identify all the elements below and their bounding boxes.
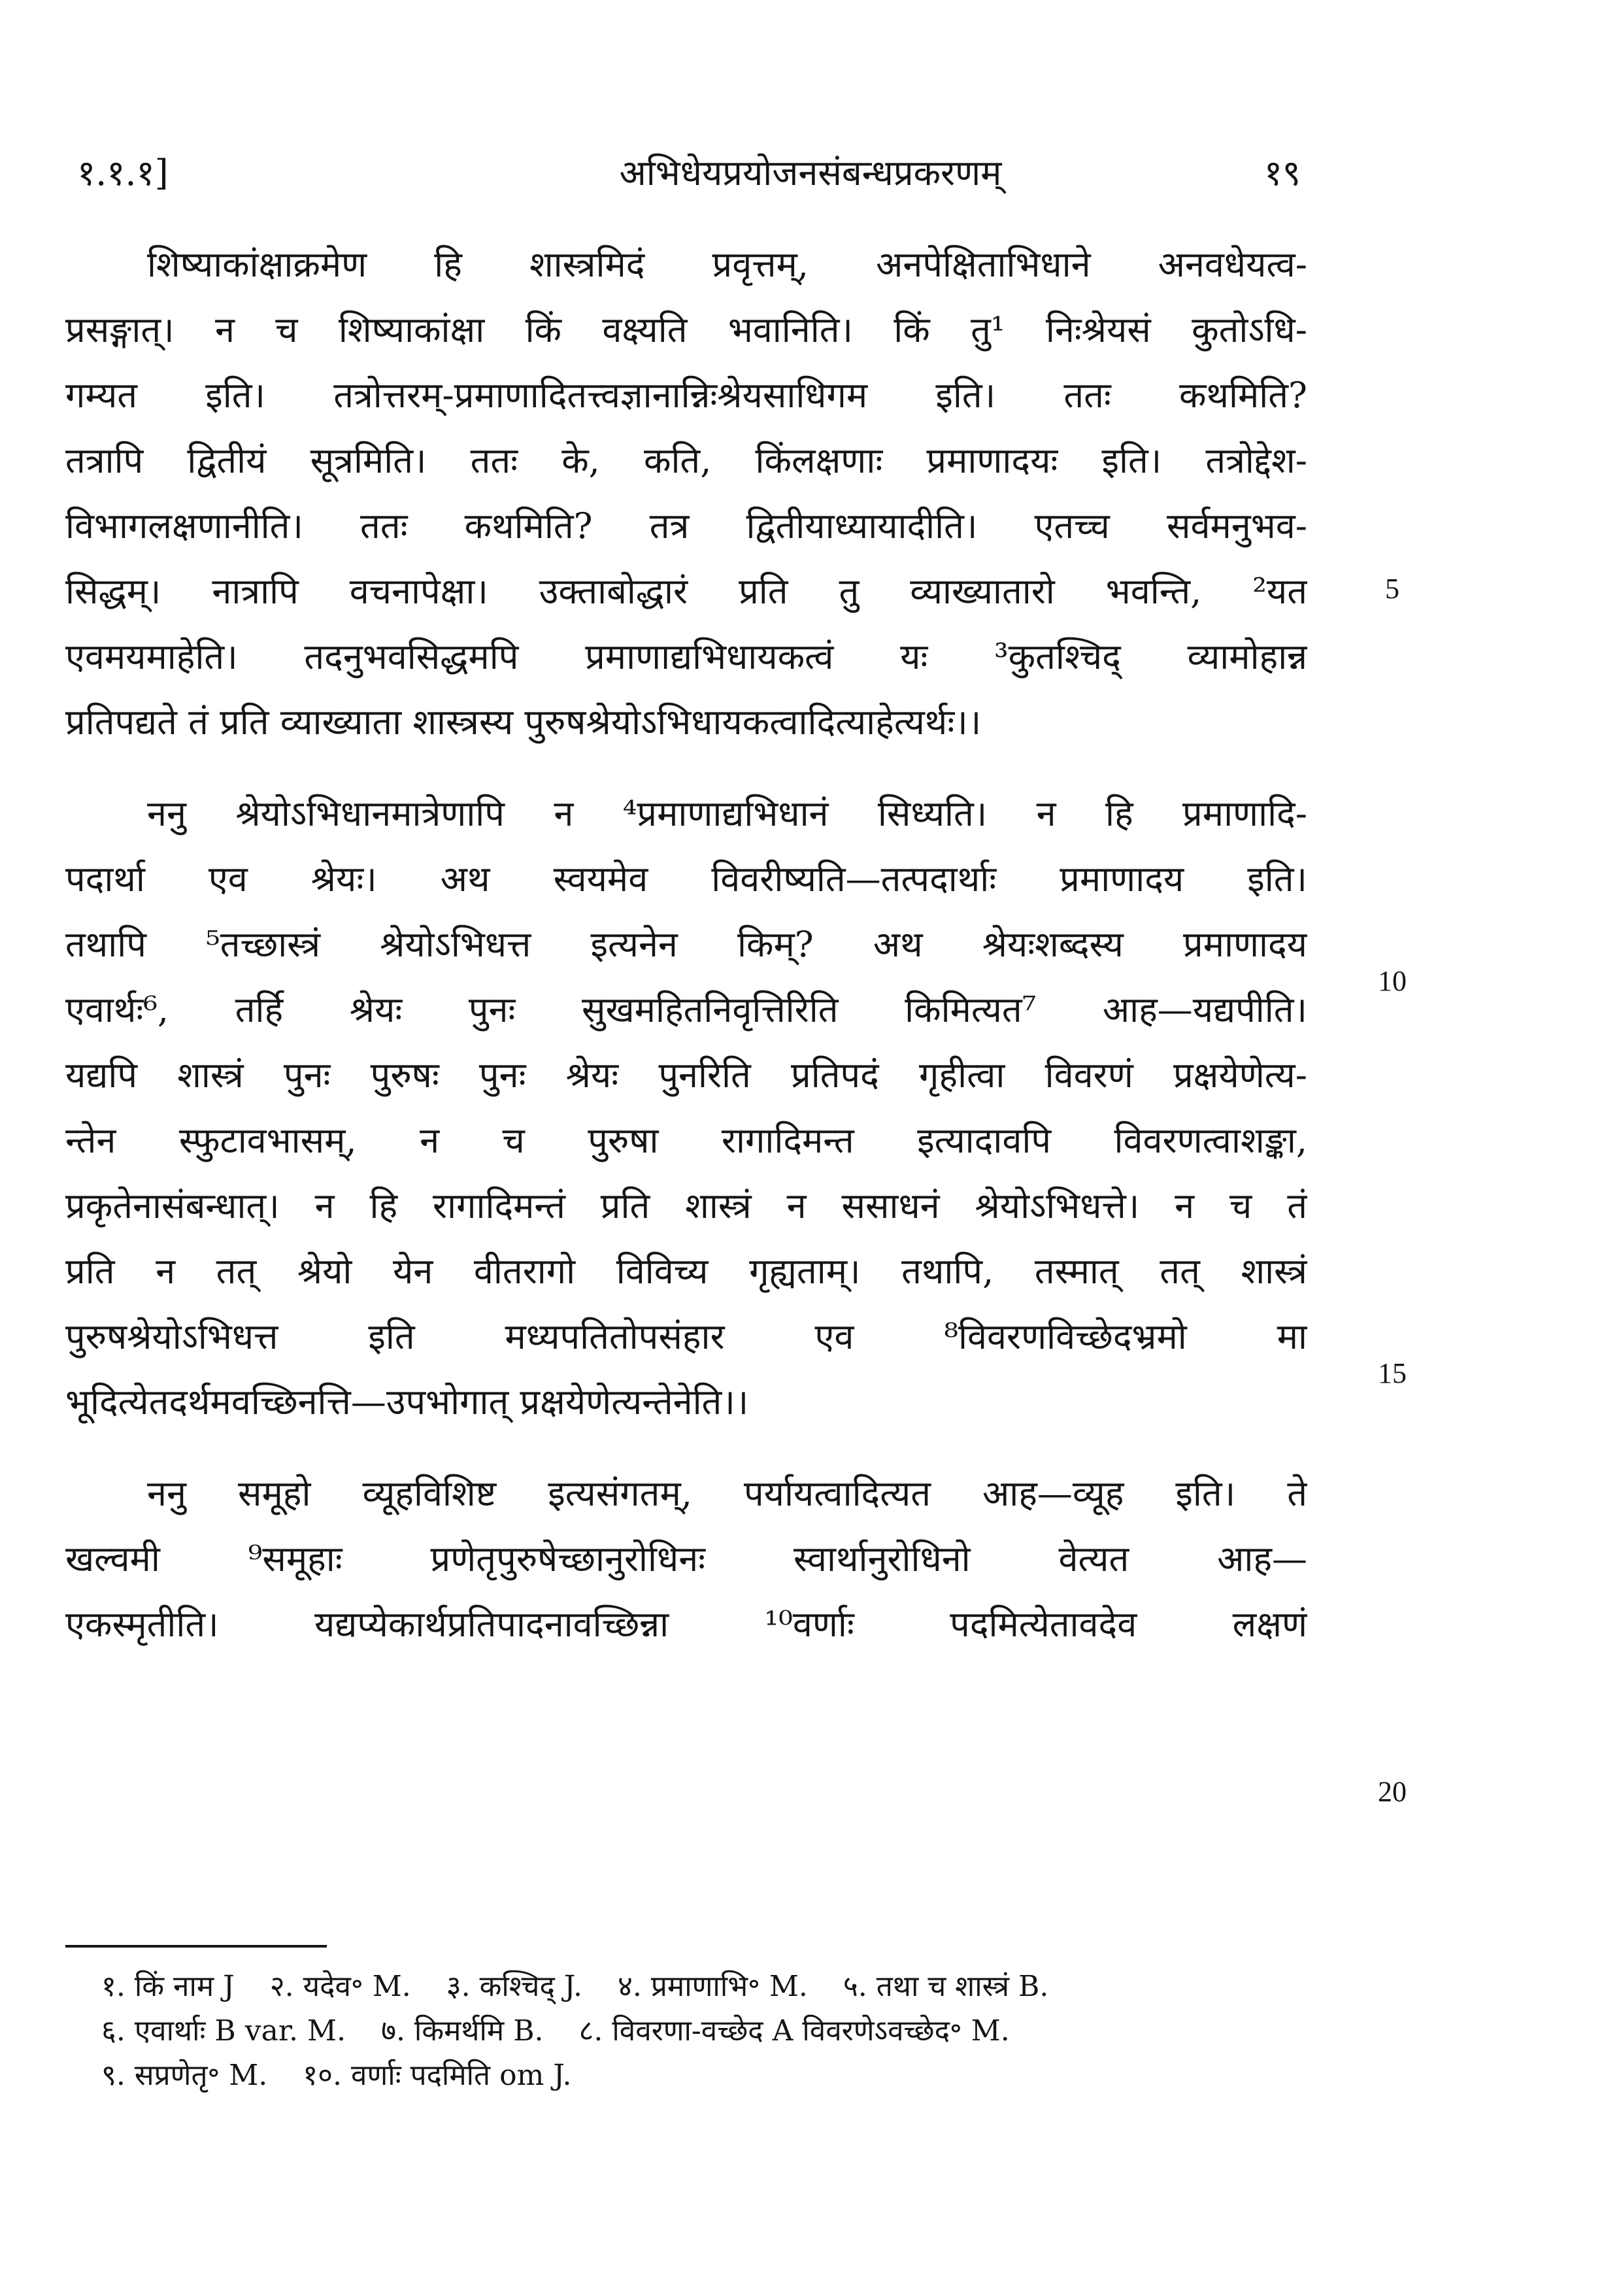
- footnote: ४. प्रमाणाभि॰ M.: [618, 1970, 808, 2003]
- footnote: २. यदेव॰ M.: [269, 1970, 411, 2003]
- text-line: ननु समूहो व्यूहविशिष्ट इत्यसंगतम्, पर्यायत्वादित्यत आह—व्यूह इति। ते: [147, 1473, 1307, 1514]
- text-line: भूदित्येतदर्थमवच्छिनत्ति—उपभोगात् प्रक्षयेणेत्यन्तेनेति।।: [65, 1381, 749, 1423]
- text-line: तत्रापि द्वितीयं सूत्रमिति। ततः के, कति, किंलक्षणाः प्रमाणादयः इति। तत्रोद्देश-: [65, 440, 1307, 481]
- text-line: तथापि ⁵तच्छास्त्रं श्रेयोऽभिधत्त इत्यनेन किम्? अथ श्रेयःशब्दस्य प्रमाणादय: [65, 924, 1307, 965]
- footnote-line: [101, 2009, 1311, 2053]
- footnote: १. किं नाम J: [101, 1970, 235, 2003]
- text-line: प्रति न तत् श्रेयो येन वीतरागो विविच्य गृह्यताम्। तथापि, तस्मात् तत् शास्त्रं: [65, 1251, 1307, 1292]
- line-number: 15: [1378, 1357, 1407, 1389]
- text-line: सिद्धम्। नात्रापि वचनापेक्षा। उक्ताबोद्धारं प्रति तु व्याख्यातारो भवन्ति, ²यत: [65, 571, 1307, 612]
- main-text: [65, 232, 1307, 1657]
- text-line: प्रकृतेनासंबन्धात्। न हि रागादिमन्तं प्रति शास्त्रं न ससाधनं श्रेयोऽभिधत्ते। न च तं: [65, 1185, 1307, 1226]
- text-line: प्रसङ्गात्। न च शिष्याकांक्षा किं वक्ष्यति भवानिति। किं तु¹ निःश्रेयसं कुतोऽधि-: [65, 309, 1307, 350]
- footnote: ८. विवरणा-वच्छेद A विवरणेऽवच्छेद॰ M.: [578, 2014, 1010, 2048]
- page-number: १९: [1263, 152, 1301, 194]
- text-line: प्रतिपद्यते तं प्रति व्याख्याता शास्त्रस्य पुरुषश्रेयोऽभिधायकत्वादित्याहेत्यर्थः।।: [65, 701, 982, 743]
- text-line: एवार्थः⁶, तर्हि श्रेयः पुनः सुखमहितनिवृत्तिरिति किमित्यत⁷ आह—यद्यपीति।: [65, 989, 1307, 1030]
- line-number: 10: [1378, 965, 1407, 997]
- text-line: एकस्मृतीति। यद्यप्येकार्थप्रतिपादनावच्छिन्ना ¹⁰वर्णाः पदमित्येतावदेव लक्षणं: [65, 1604, 1307, 1645]
- footnote: ९. सप्रणेतृ॰ M.: [101, 2059, 268, 2092]
- footnote: ६. एवार्थाः B var. M.: [101, 2014, 346, 2048]
- running-header: [0, 147, 1621, 206]
- footnote-divider: [65, 1945, 327, 1948]
- footnotes: [101, 1965, 1311, 2098]
- text-line: विभागलक्षणानीति। ततः कथमिति? तत्र द्वितीयाध्यायादीति। एतच्च सर्वमनुभव-: [65, 505, 1307, 547]
- text-line: एवमयमाहेति। तदनुभवसिद्धमपि प्रमाणाद्यभिधायकत्वं यः ³कुतश्चिद् व्यामोहान्न: [65, 636, 1307, 677]
- text-line: न्तेन स्फुटावभासम्, न च पुरुषा रागादिमन्त इत्यादावपि विवरणत्वाशङ्का,: [65, 1120, 1307, 1161]
- line-number: 5: [1385, 573, 1399, 605]
- text-line: पदार्था एव श्रेयः। अथ स्वयमेव विवरीष्यति—तत्पदार्थाः प्रमाणादय इति।: [65, 858, 1307, 900]
- text-line: शिष्याकांक्षाक्रमेण हि शास्त्रमिदं प्रवृत्तम्, अनपेक्षिताभिधाने अनवधेयत्व-: [147, 244, 1307, 285]
- footnote: ५. तथा च शास्त्रं B.: [843, 1970, 1049, 2003]
- text-line: खल्वमी ⁹समूहाः प्रणेतृपुरुषेच्छानुरोधिनः स्वार्थानुरोधिनो वेत्यत आह—: [65, 1538, 1307, 1579]
- footnote: ७. किमर्थमि B.: [381, 2014, 544, 2048]
- text-line: पुरुषश्रेयोऽभिधत्त इति मध्यपतितोपसंहार एव ⁸विवरणविच्छेदभ्रमो मा: [65, 1316, 1307, 1357]
- text-line: गम्यत इति। तत्रोत्तरम्-प्रमाणादितत्त्वज्ञानान्निःश्रेयसाधिगम इति। ततः कथमिति?: [65, 375, 1307, 416]
- line-number: 20: [1378, 1776, 1407, 1808]
- footnote-line: [101, 1965, 1311, 2009]
- text-line: ननु श्रेयोऽभिधानमात्रेणापि न ⁴प्रमाणाद्यभिधानं सिध्यति। न हि प्रमाणादि-: [147, 793, 1307, 834]
- section-number: १.१.१]: [77, 152, 169, 194]
- footnote-line: [101, 2053, 1311, 2098]
- chapter-title: अभिधेयप्रयोजनसंबन्धप्रकरणम्: [619, 152, 1002, 194]
- footnote: १०. वर्णाः पदमिति om J.: [303, 2059, 572, 2092]
- text-line: यद्यपि शास्त्रं पुनः पुरुषः पुनः श्रेयः पुनरिति प्रतिपदं गृहीत्वा विवरणं प्रक्षयेणेत्य-: [65, 1055, 1307, 1096]
- footnote: ३. कश्चिद् J.: [446, 1970, 583, 2003]
